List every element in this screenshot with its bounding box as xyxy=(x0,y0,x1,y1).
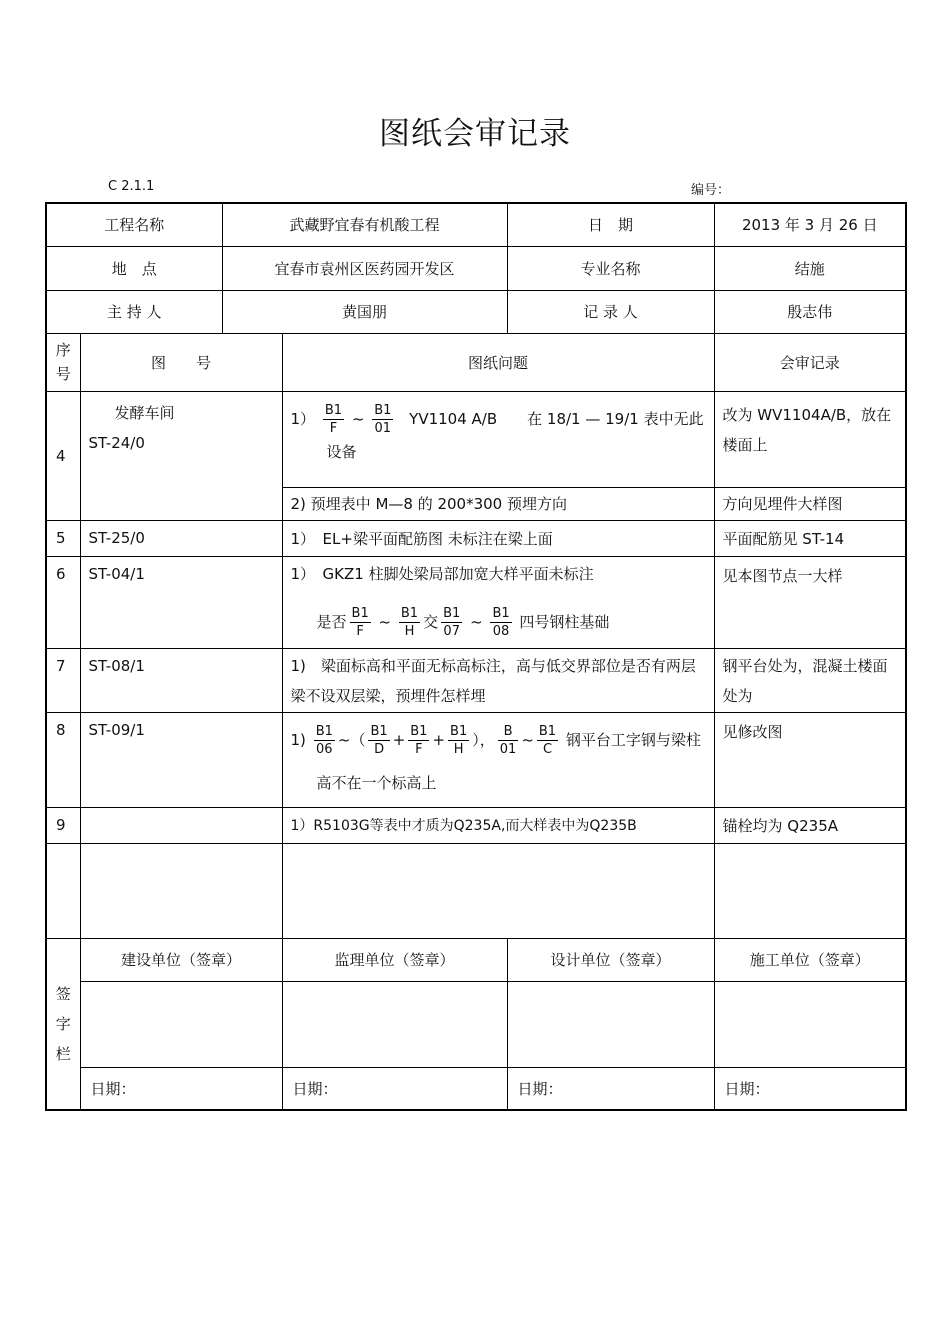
issue-cell xyxy=(282,843,714,938)
issue-cell: 2) 预埋表中 M—8 的 200*300 预埋方向 xyxy=(282,487,714,520)
record-cell: 钢平台处为，混凝土楼面处为 xyxy=(714,648,906,712)
sign-label: 签字栏 xyxy=(55,984,71,1063)
seq-cell xyxy=(46,843,80,938)
specialty-label: 专业名称 xyxy=(507,246,714,290)
recorder-value: 殷志伟 xyxy=(714,290,906,333)
seq-cell: 8 xyxy=(46,712,80,807)
drawing-header: 图 号 xyxy=(80,333,282,391)
issue-cell: 1） EL+梁平面配筋图 未标注在梁上面 xyxy=(282,520,714,556)
sign-label-cell xyxy=(46,938,80,1110)
supervisor-date-field[interactable]: 日期： xyxy=(282,1067,507,1110)
recorder-label: 记 录 人 xyxy=(507,290,714,333)
record-cell: 锚栓均为 Q235A xyxy=(714,807,906,843)
issue-cell xyxy=(282,556,714,648)
axis-fraction: $\frac{B1}{07}$ xyxy=(443,605,461,639)
designer-date-field[interactable]: 日期： xyxy=(507,1067,714,1110)
review-table xyxy=(45,202,907,1111)
document-title: 图纸会审记录 xyxy=(379,116,571,152)
seq-header-text: 序号 xyxy=(55,341,71,383)
issue-line: 1） GKZ1 柱脚处梁局部加宽大样平面未标注 xyxy=(290,564,594,583)
issue-text: YV1104 A/B 在 18/1 — 19/1 表中无此 xyxy=(409,409,704,428)
seq-cell: 9 xyxy=(46,807,80,843)
drawing-cell xyxy=(80,843,282,938)
drawing-cell xyxy=(80,391,282,520)
table-row xyxy=(46,807,906,843)
seq-cell: 5 xyxy=(46,520,80,556)
record-cell: 改为 WV1104A/B，放在楼面上 xyxy=(714,391,906,487)
seq-header xyxy=(46,333,80,391)
issue-cell: 1）R5103G等表中才质为Q235A,而大样表中为Q235B xyxy=(282,807,714,843)
owner-date-field[interactable]: 日期： xyxy=(80,1067,282,1110)
axis-fraction: $\frac{B1}{H}$ xyxy=(450,723,468,757)
axis-fraction: $\frac{B1}{H}$ xyxy=(400,605,419,639)
record-cell: 方向见埋件大样图 xyxy=(714,487,906,520)
owner-signature-field[interactable] xyxy=(80,981,282,1067)
sign-space-row xyxy=(46,981,906,1067)
number-label: 编号： xyxy=(691,183,731,198)
issue-line: 是否 $\frac{B1}{F}$ ~ $\frac{B1}{H}$ 交 $\frac{B1}{07}$ ~ $\frac{B1}{08}$ 四号钢柱基础 xyxy=(316,605,610,639)
table-row xyxy=(46,520,906,556)
supervisor-unit-label: 监理单位（签章） xyxy=(282,938,507,981)
issue-text-cont: 高不在一个标高上 xyxy=(316,773,437,792)
location-label: 地 点 xyxy=(46,246,222,290)
sign-header-row xyxy=(46,938,906,981)
axis-fraction: $\frac{B1}{C}$ xyxy=(538,723,557,757)
seq-cell: 7 xyxy=(46,648,80,712)
issue-prefix: 1） xyxy=(290,409,316,428)
builder-signature-field[interactable] xyxy=(714,981,906,1067)
table-row xyxy=(46,712,906,807)
record-cell: 见修改图 xyxy=(714,712,906,807)
header-row-location xyxy=(46,246,906,290)
issue-header: 图纸问题 xyxy=(282,333,714,391)
location-value: 宜春市袁州区医药园开发区 xyxy=(222,246,507,290)
axis-fraction: $\frac{B}{01}$ xyxy=(499,723,517,757)
issue-cell: 1) 梁面标高和平面无标高标注，高与低交界部位是否有两层梁不设双层梁，预埋件怎样埋 xyxy=(282,648,714,712)
axis-fraction: $\frac{B1}{F}$ xyxy=(324,402,343,436)
empty-row xyxy=(46,843,906,938)
owner-unit-label: 建设单位（签章） xyxy=(80,938,282,981)
project-value: 武藏野宜春有机酸工程 xyxy=(222,203,507,246)
drawing-cell: ST-08/1 xyxy=(80,648,282,712)
seq-cell: 4 xyxy=(46,391,80,520)
record-cell: 平面配筋见 ST-14 xyxy=(714,520,906,556)
specialty-value: 结施 xyxy=(714,246,906,290)
issue-text-cont: 设备 xyxy=(326,442,357,461)
header-row-host xyxy=(46,290,906,333)
drawing-cell: ST-09/1 xyxy=(80,712,282,807)
axis-fraction: $\frac{B1}{D}$ xyxy=(370,723,388,757)
table-row xyxy=(46,648,906,712)
axis-fraction: $\frac{B1}{01}$ xyxy=(374,402,392,436)
drawing-cell: ST-04/1 xyxy=(80,556,282,648)
tilde-mark: ~ xyxy=(351,409,365,428)
record-cell xyxy=(714,843,906,938)
table-row xyxy=(46,556,906,648)
axis-fraction: $\frac{B1}{08}$ xyxy=(492,605,510,639)
area-name: 发酵车间 xyxy=(114,403,175,422)
builder-unit-label: 施工单位（签章） xyxy=(714,938,906,981)
axis-fraction: $\frac{B1}{F}$ xyxy=(351,605,369,639)
issue-cell: 1) $\frac{B1}{06}$ ~（ $\frac{B1}{D}$ + $\frac{B1}{F}$ + $\frac{B1}{H}$ ）， $\frac{B}{01}$ ~ $\frac{B1}{C}$ 钢平台工字钢与梁柱 高不在一个标高上 xyxy=(282,712,714,807)
date-value: 2013 年 3 月 26 日 xyxy=(714,203,906,246)
column-header-row xyxy=(46,333,906,391)
supervisor-signature-field[interactable] xyxy=(282,981,507,1067)
designer-signature-field[interactable] xyxy=(507,981,714,1067)
host-value: 黄国朋 xyxy=(222,290,507,333)
drawing-cell xyxy=(80,807,282,843)
date-label: 日 期 xyxy=(507,203,714,246)
designer-unit-label: 设计单位（签章） xyxy=(507,938,714,981)
builder-date-field[interactable]: 日期： xyxy=(714,1067,906,1110)
sign-date-row xyxy=(46,1067,906,1110)
issue-cell xyxy=(282,391,714,487)
table-row xyxy=(46,391,906,487)
seq-cell: 6 xyxy=(46,556,80,648)
drawing-number: ST-24/0 xyxy=(88,433,145,452)
host-label: 主 持 人 xyxy=(46,290,222,333)
record-header: 会审记录 xyxy=(714,333,906,391)
header-row-project xyxy=(46,203,906,246)
form-code: C 2.1.1 xyxy=(108,179,155,194)
project-label: 工程名称 xyxy=(46,203,222,246)
record-cell: 见本图节点一大样 xyxy=(714,556,906,648)
drawing-cell: ST-25/0 xyxy=(80,520,282,556)
axis-fraction: $\frac{B1}{F}$ xyxy=(410,723,428,757)
axis-fraction: $\frac{B1}{06}$ xyxy=(315,723,333,757)
